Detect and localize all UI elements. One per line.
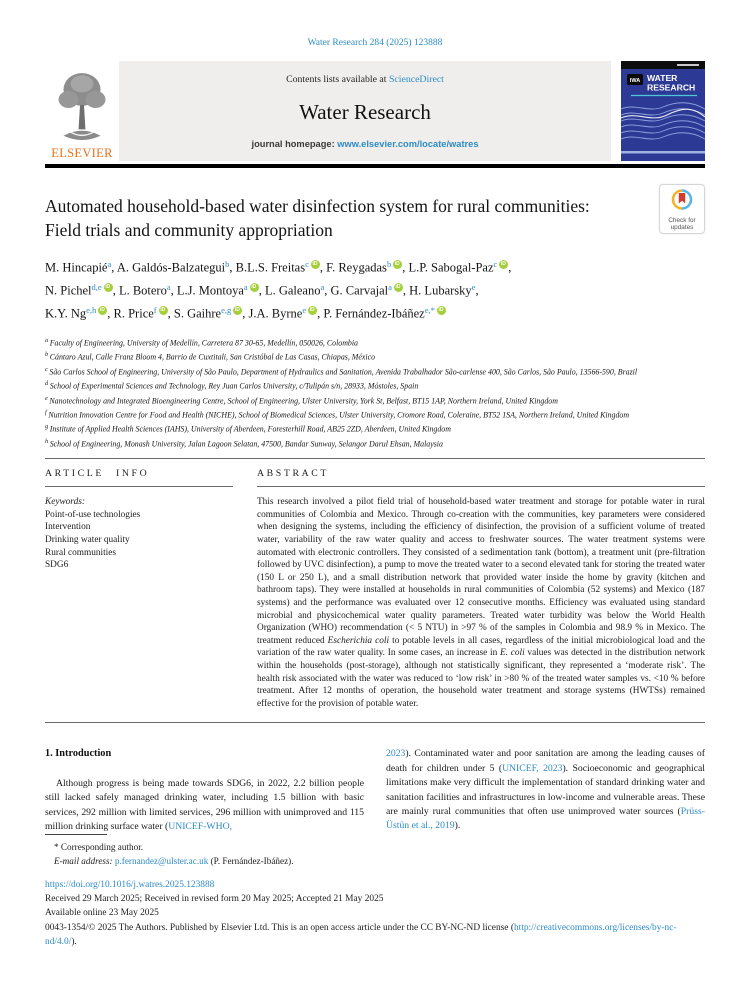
email-link[interactable]: p.fernandez@ulster.ac.uk xyxy=(114,856,209,866)
intro-right-column xyxy=(386,747,705,834)
orcid-icon[interactable] xyxy=(393,260,402,269)
abstract-column xyxy=(257,459,705,710)
text-segment: This research involved a pilot field trial of household-based water treatment and storage for potable water in rural communities of Colombia and Mexico. Through co-creation with the communities, key parameters were considered when designing the systems, including the efficiency of disinfection, the provision of a sufficient volume of treated water, variability of the raw water quality and access to freshwater sources. The water treatment systems were automated with electronic controllers. They consisted of a sedimentation tank (bottom), a treatment unit (pre-filtration followed by UVC disinfection), a pump to move the treated water to a second elevated tank for storing the treated water (150 L or 250 L), and a small distribution network that provided water inside the home by gravity (kitchen and bathroom taps). They were installed at households in rural communities of Colombia (52 systems) and Mexico (187 systems) and the performance was evaluated over 12 consecutive months. Efficiency was evaluated using standard microbial and physicochemical water quality parameters. Treated water turbidity was below the World Health Organization (WHO) recommendation (< 5 NTU) in >97 % of the samples in Colombia and 98.9 % in Mexico. The treatment reduced xyxy=(257,497,705,646)
text-segment: ). xyxy=(454,820,461,832)
elsevier-tree-icon xyxy=(53,71,111,145)
check-badge-line2: updates xyxy=(670,224,694,232)
text-segment: to potable levels in all cases, regardless of the initial microbiological load and the variation of the raw water quality. In some cases, an increase in xyxy=(257,635,705,659)
affiliation xyxy=(45,407,705,421)
affiliation xyxy=(45,378,705,392)
homepage-link[interactable]: www.elsevier.com/locate/watres xyxy=(337,139,479,149)
journal-cover-thumbnail[interactable] xyxy=(621,61,705,161)
article-title: Automated household-based water disinfection system for rural communities: Field trials and community appropriation xyxy=(45,196,590,240)
text-segment: , A. Galdós-Balzategui xyxy=(111,260,226,275)
orcid-icon[interactable] xyxy=(308,306,317,315)
text-segment: , S. Gaihre xyxy=(167,306,222,321)
text-segment: E. coli xyxy=(499,648,525,659)
keyword: SDG6 xyxy=(45,560,69,571)
text-segment: Institute of Applied Health Sciences (IAHS), University of Aberdeen, Foresterhill Road, AB25 2ZD, Aberdeen, United Kingdom xyxy=(49,424,451,434)
text-segment: , xyxy=(508,260,512,275)
text-segment: Faculty of Engineering, University of Medellín, Carretera 87 30-65, Medellín, 050026, Colombia xyxy=(49,338,359,348)
text-segment: Nanotechnology and Integrated Bioengineering Centre, School of Engineering, Ulster University, York St, Belfast, BT15 1AP, Northern Ireland, United Kingdom xyxy=(49,396,558,406)
orcid-icon[interactable] xyxy=(394,283,403,292)
crossmark-icon xyxy=(665,188,699,211)
section-heading-introduction: 1. Introduction xyxy=(45,748,112,760)
citation-link-pruss-ustun[interactable]: Prüss-Üstün et al., 2019 xyxy=(386,805,705,832)
text-segment: , L. Galeano xyxy=(258,283,321,298)
abstract-text xyxy=(257,496,705,710)
citation-link-unicef[interactable]: UNICEF, 2023 xyxy=(502,762,563,774)
intro-paragraph-right xyxy=(386,747,705,833)
superscript: f xyxy=(153,305,157,315)
text-segment: , G. Carvajal xyxy=(324,283,389,298)
header-rule xyxy=(45,164,705,168)
text-segment: Nutrition Innovation Centre for Food and Health (NICHE), School of Biomedical Sciences, Ulster University, Cromore Road, Coleraine, BT52 1SA, Northern Ireland, United Kingdom xyxy=(48,410,630,420)
orcid-icon[interactable] xyxy=(311,260,320,269)
affiliation xyxy=(45,335,705,349)
abstract-bottom-rule xyxy=(45,722,705,723)
text-segment: Cántaro Azul, Calle Franz Bloom 4, Barrio de Cuxtitali, San Cristóbal de Las Casas, Chiapas, México xyxy=(49,352,376,362)
superscript: a xyxy=(45,337,50,344)
superscript: e xyxy=(45,394,50,402)
text-segment: , xyxy=(475,283,479,298)
check-badge-label xyxy=(661,217,703,231)
superscript: b xyxy=(225,259,230,269)
journal-citation[interactable]: Water Research 284 (2025) 123888 xyxy=(307,38,443,48)
keyword: Drinking water quality xyxy=(45,535,130,546)
superscript: c xyxy=(305,259,309,269)
intro-paragraph-left xyxy=(45,777,364,835)
orcid-icon[interactable] xyxy=(250,283,259,292)
svg-text:IWA: IWA xyxy=(629,78,641,84)
orcid-icon[interactable] xyxy=(159,306,168,315)
homepage-line xyxy=(127,139,603,149)
text-segment: , B.L.S. Freitas xyxy=(229,260,306,275)
text-segment: M. Hincapié xyxy=(45,260,108,275)
article-info-column xyxy=(45,459,233,710)
author-line xyxy=(45,255,705,278)
superscript: e,* xyxy=(424,305,435,315)
corresponding-author-footnote xyxy=(45,834,385,868)
corresponding-author-line: * Corresponding author. xyxy=(54,842,144,852)
journal-masthead xyxy=(119,61,611,161)
elsevier-wordmark: ELSEVIER xyxy=(51,146,113,160)
abstract-header: ABSTRACT xyxy=(257,459,705,487)
footnote-rule xyxy=(45,834,107,835)
superscript: g xyxy=(45,423,50,431)
journal-name: Water Research xyxy=(299,99,431,124)
affiliation xyxy=(45,421,705,435)
superscript: a xyxy=(388,282,392,292)
superscript: a xyxy=(107,259,112,269)
email-line xyxy=(45,854,385,868)
superscript: d,e xyxy=(91,282,102,292)
affiliation-list xyxy=(45,335,705,450)
orcid-icon[interactable] xyxy=(104,283,113,292)
check-for-updates-badge[interactable] xyxy=(659,184,705,234)
affiliation xyxy=(45,364,705,378)
affiliation xyxy=(45,436,705,450)
intro-left-column xyxy=(45,747,364,834)
text-segment: , H. Lubarsky xyxy=(402,283,472,298)
text-segment: , L.J. Montoya xyxy=(170,283,244,298)
superscript: a xyxy=(243,282,248,292)
superscript: a xyxy=(166,282,171,292)
article-footer xyxy=(45,878,705,949)
text-segment: Although progress is being made towards SDG6, in 2022, 2.2 billion people still lacked safely managed drinking water, including 1.5 billion with basic services, 292 million with limited services, 296 million with unimproved and 115 million drinking surface water ( xyxy=(45,777,364,832)
keyword: Intervention xyxy=(45,522,91,533)
text-segment: , P. Fernández-Ibáñez xyxy=(317,306,425,321)
text-segment: , F. Reygadas xyxy=(319,260,387,275)
text-segment: ). xyxy=(71,936,77,947)
superscript: b xyxy=(386,259,392,269)
superscript: e xyxy=(302,305,307,315)
text-segment: ). Contaminated water and poor sanitation are among the leading causes of death for children under 5 ( xyxy=(386,748,705,774)
journal-header xyxy=(45,61,705,161)
author-line xyxy=(45,301,705,324)
text-segment: values was detected in the distribution network within the households (post-storage), although not statistically significant, they represented a ‘moderate risk’. The health risk associated with the water was reduced to ‘low risk’ in >80 % of the treated water samples vs. <10 % before treatment. After 12 months of operation, the household water treatment and storage systems (HWTSs) remained effective for the provision of potable water. xyxy=(257,648,705,709)
superscript: a xyxy=(320,282,325,292)
text-segment: , L.P. Sabogal-Paz xyxy=(402,260,494,275)
text-segment: , J.A. Byrne xyxy=(242,306,303,321)
superscript: b xyxy=(45,351,50,359)
affiliation xyxy=(45,349,705,363)
text-segment: , L. Botero xyxy=(112,283,167,298)
superscript: e,h xyxy=(86,305,97,315)
text-segment: School of Experimental Sciences and Technology, Rey Juan Carlos University, c/Tulipán s/n, 28933, Móstoles, Spain xyxy=(49,381,419,391)
license-link[interactable]: http://creativecommons.org/licenses/by-nc-nd/4.0/ xyxy=(45,922,677,947)
affiliation xyxy=(45,393,705,407)
text-segment: 0043-1354/© 2025 The Authors. Published by Elsevier Ltd. This is an open access article under the CC BY-NC-ND license ( xyxy=(45,922,514,933)
introduction-section xyxy=(45,747,705,834)
copyright-line xyxy=(45,921,705,949)
text-segment: E-mail address: xyxy=(54,856,115,866)
article-info-header: ARTICLE INFO xyxy=(45,459,233,487)
orcid-icon[interactable] xyxy=(233,306,242,315)
elsevier-logo[interactable] xyxy=(45,61,119,161)
svg-text:RESEARCH: RESEARCH xyxy=(647,82,696,93)
keyword: Point-of-use technologies xyxy=(45,509,141,520)
contents-line xyxy=(127,74,603,85)
received-dates-line: Received 29 March 2025; Received in revised form 20 May 2025; Accepted 21 May 2025 xyxy=(45,894,384,905)
doi-link[interactable]: https://doi.org/10.1016/j.watres.2025.123888 xyxy=(45,880,215,890)
author-list xyxy=(45,255,705,324)
text-segment: , R. Price xyxy=(107,306,154,321)
journal-cover-image xyxy=(621,61,705,161)
superscript: e xyxy=(471,282,476,292)
text-segment: (P. Fernández-Ibáñez). xyxy=(208,856,294,866)
citation-link-unicef-who[interactable]: UNICEF-WHO, xyxy=(168,820,232,832)
available-online-line: Available online 23 May 2025 xyxy=(45,908,159,919)
check-badge-line1: Check for xyxy=(668,217,696,224)
info-abstract-section xyxy=(45,458,705,710)
citation-link-unicef-who-year[interactable]: 2023 xyxy=(386,748,406,760)
superscript: h xyxy=(45,437,50,445)
author-line xyxy=(45,278,705,301)
superscript: e,g xyxy=(221,305,232,315)
orcid-icon[interactable] xyxy=(98,306,107,315)
svg-text:WATER: WATER xyxy=(647,73,678,83)
contents-text: Contents lists available at xyxy=(286,74,389,85)
superscript: c xyxy=(45,365,50,373)
text-segment: ). Socioeconomic and geographical limitations make very difficult the implementation of standard drinking water and sanitation facilities and infrastructures in low-income and vulnerable areas. These are mainly rural communities that often use unimproved water sources ( xyxy=(386,762,705,817)
text-segment: São Carlos School of Engineering, University of São Paulo, Department of Hydraulics and Sanitation, Avenida Trabalhador São-carlense 400, São Carlos, São Paulo, 13566-590, Brazil xyxy=(49,367,638,377)
keyword: Rural communities xyxy=(45,547,117,558)
orcid-icon[interactable] xyxy=(437,306,446,315)
keywords-label: Keywords: xyxy=(45,497,85,508)
text-segment: Escherichia coli xyxy=(327,635,390,646)
orcid-icon[interactable] xyxy=(499,260,508,269)
text-segment: School of Engineering, Monash University, Jalan Lagoon Selatan, 47500, Bandar Sunway, Selangor Darul Ehsan, Malaysia xyxy=(49,439,443,449)
superscript: d xyxy=(45,380,50,388)
homepage-text: journal homepage: xyxy=(251,139,338,149)
text-segment: K.Y. Ng xyxy=(45,306,87,321)
sciencedirect-link[interactable]: ScienceDirect xyxy=(388,74,444,85)
superscript: f xyxy=(45,409,49,417)
text-segment: N. Pichel xyxy=(45,283,92,298)
superscript: c xyxy=(493,259,498,269)
